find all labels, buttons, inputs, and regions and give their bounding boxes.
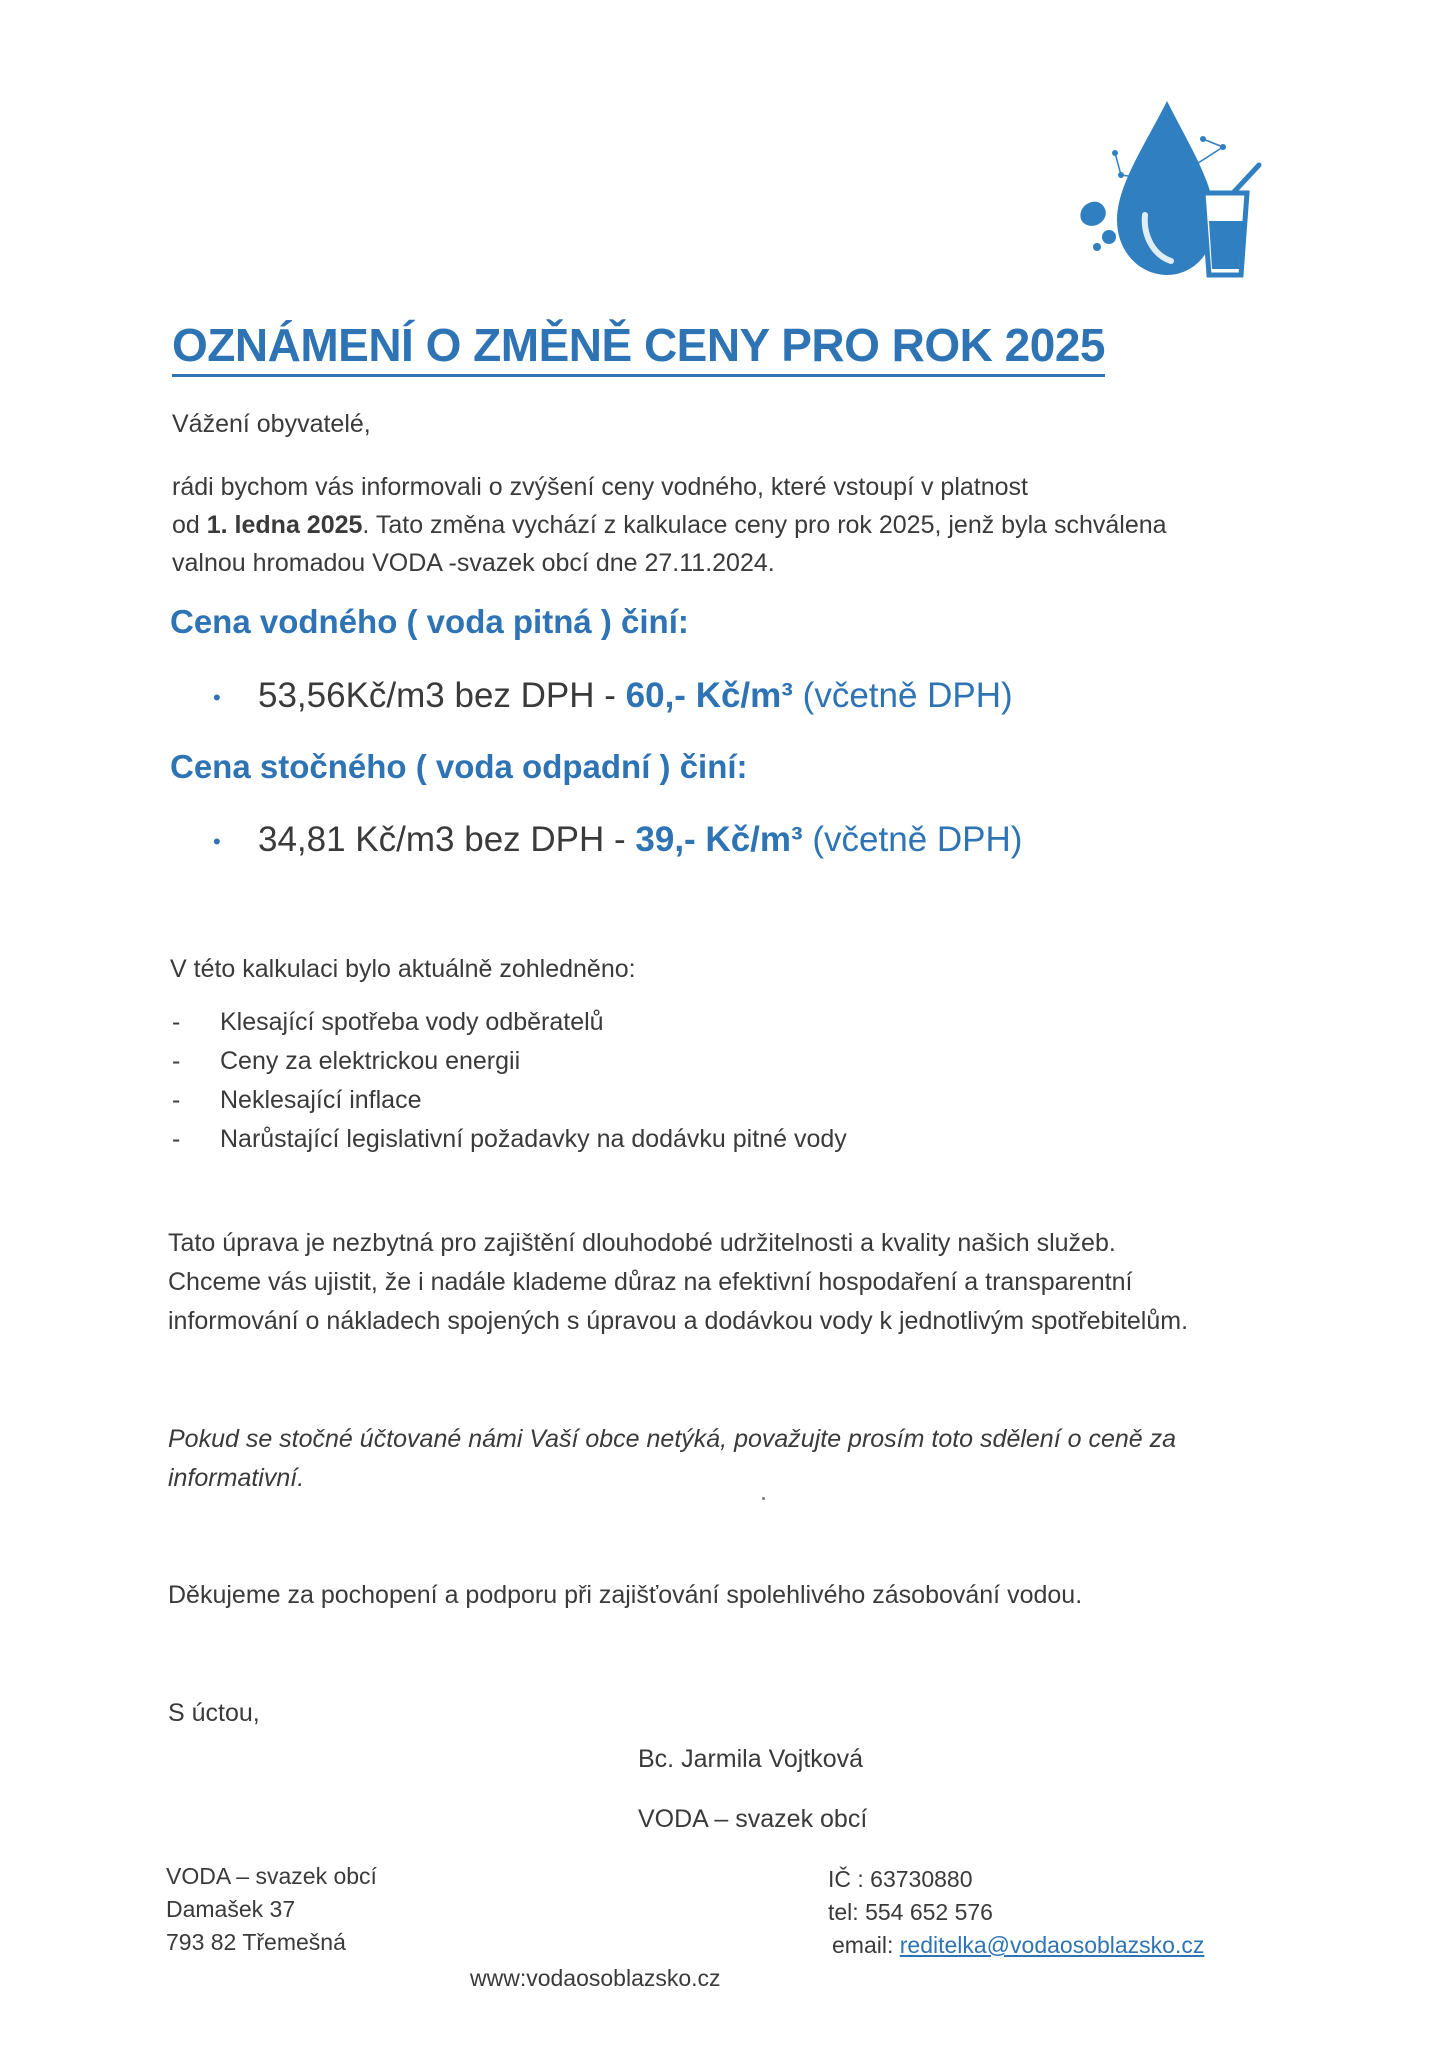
sewage-price-line: • 34,81 Kč/m3 bez DPH - 39,- Kč/m³ (včetně DPH): [213, 820, 1023, 859]
italic-note-line-1: Pokud se stočné účtované námi Vaší obce netýká, považujte prosím toto sdělení o ceně za: [168, 1425, 1177, 1453]
sewage-price-value: 39,- Kč/m³: [635, 820, 803, 859]
intro-line-3: valnou hromadou VODA -svazek obcí dne 27.11.2024.: [172, 549, 775, 577]
footer-website[interactable]: www:vodaosoblazsko.cz: [470, 1965, 721, 1991]
considered-intro: V této kalkulaci bylo aktuálně zohledněno:: [170, 955, 636, 983]
list-item: - Neklesající inflace: [172, 1086, 422, 1114]
thanks-text: Děkujeme za pochopení a podporu při zajišťování spolehlivého zásobování vodou.: [168, 1581, 1083, 1609]
water-price-line: • 53,56Kč/m3 bez DPH - 60,- Kč/m³ (včetně DPH): [213, 676, 1013, 715]
bullet-icon: •: [213, 828, 221, 854]
signature-name: Bc. Jarmila Vojtková: [638, 1745, 864, 1773]
sewage-price-heading: Cena stočného ( voda odpadní ) činí:: [170, 748, 748, 785]
intro-line-1: rádi bychom vás informovali o zvýšení ceny vodného, které vstoupí v platnost: [172, 473, 1028, 501]
bullet-icon: •: [213, 684, 221, 710]
email-link[interactable]: reditelka@vodaosoblazsko.cz: [899, 1932, 1205, 1958]
list-item: - Klesající spotřeba vody odběratelů: [172, 1008, 604, 1036]
body-line-3: informování o nákladech spojených s úpravou a dodávkou vody k jednotlivým spotřebitelům.: [168, 1307, 1189, 1335]
footer-ic: IČ : 63730880: [828, 1866, 973, 1892]
page-title: OZNÁMENÍ O ZMĚNĚ CENY PRO ROK 2025: [172, 318, 1105, 377]
intro-line-2: od 1. ledna 2025. Tato změna vychází z kalkulace ceny pro rok 2025, jenž byla schválena: [172, 511, 1167, 539]
greeting: Vážení obyvatelé,: [172, 410, 371, 438]
body-line-2: Chceme vás ujistit, že i nadále klademe důraz na efektivní hospodaření a transparentní: [168, 1268, 1133, 1296]
water-price-heading: Cena vodného ( voda pitná ) činí:: [170, 603, 689, 640]
footer-email: email: reditelka@vodaosoblazsko.cz: [832, 1932, 1205, 1958]
scan-speck: [762, 1497, 765, 1500]
closing-text: S úctou,: [168, 1699, 260, 1727]
water-drop-with-glass-icon: [1075, 95, 1275, 280]
italic-note-line-2: informativní.: [168, 1464, 305, 1492]
signature-organization: VODA – svazek obcí: [638, 1805, 868, 1833]
body-line-1: Tato úprava je nezbytná pro zajištění dlouhodobé udržitelnosti a kvality našich služeb.: [168, 1229, 1116, 1257]
footer-city: 793 82 Třemešná: [166, 1929, 346, 1955]
list-item: - Narůstající legislativní požadavky na dodávku pitné vody: [172, 1125, 847, 1153]
footer-address: [166, 1860, 377, 1959]
water-price-value: 60,- Kč/m³: [625, 676, 793, 715]
footer-tel: tel: 554 652 576: [828, 1899, 993, 1925]
list-item: - Ceny za elektrickou energii: [172, 1047, 521, 1075]
footer-org: VODA – svazek obcí: [166, 1863, 377, 1889]
footer-street: Damašek 37: [166, 1896, 296, 1922]
